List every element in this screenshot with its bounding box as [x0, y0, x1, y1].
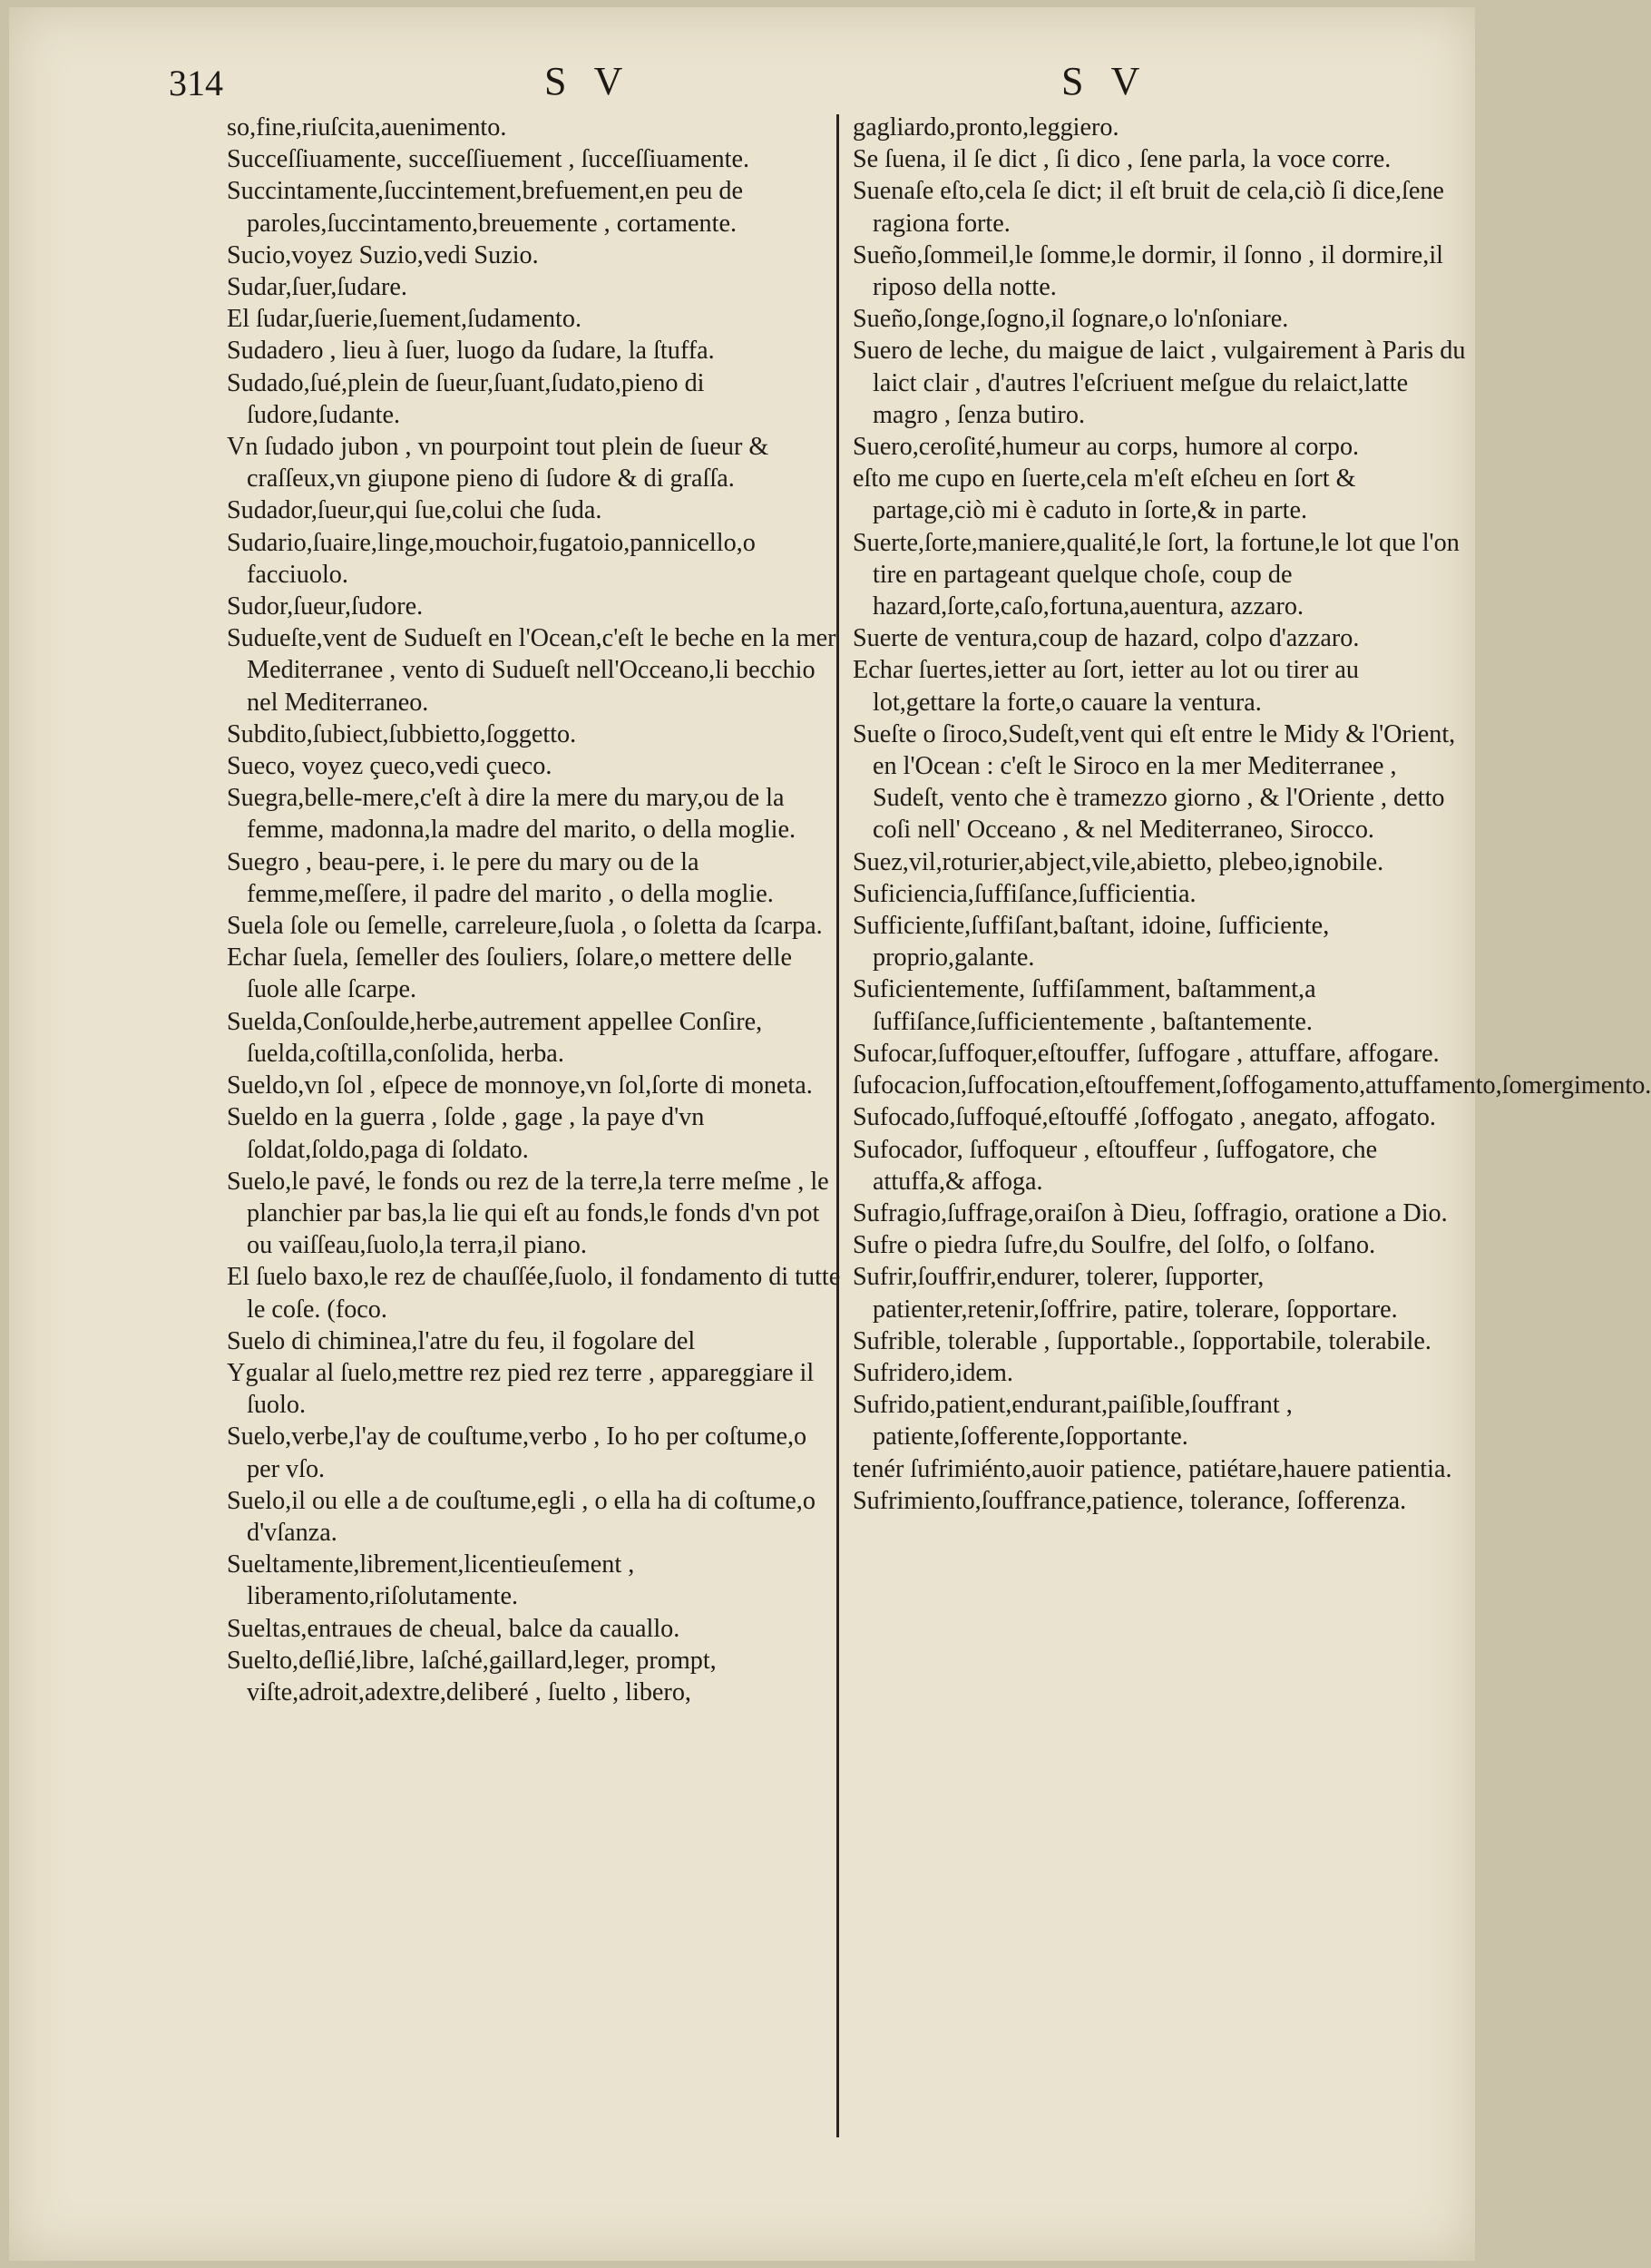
dictionary-entry: Sufrible, tolerable , ſupportable., ſopportabile, tolerabile. — [853, 1326, 1431, 1355]
right-running-head: S V — [1061, 59, 1149, 103]
dictionary-entry: Suez,vil,roturier,abject,vile,abietto, plebeo,ignobile. — [853, 847, 1384, 876]
page-header — [9, 59, 1475, 116]
dictionary-entry: Sudadero , lieu à ſuer, luogo da ſudare, la ſtuffa. — [227, 337, 715, 366]
dictionary-entry: Sueño,ſonge,ſogno,il ſognare,o lo'nſoniare. — [853, 305, 1289, 334]
dictionary-entry: Sueco, voyez çueco,vedi çueco. — [227, 752, 552, 781]
dictionary-entry: Vn ſudado jubon , vn pourpoint tout plein de ſueur & craſſeux,vn giupone pieno di ſudore & di graſſa. — [227, 433, 769, 494]
dictionary-entry: Suelo,il ou elle a de couſtume,egli , o ella ha di coſtume,o d'vſanza. — [227, 1486, 816, 1547]
dictionary-entry: Sueldo en la guerra , ſolde , gage , la paye d'vn ſoldat,ſoldo,paga di ſoldato. — [227, 1103, 705, 1164]
left-column — [227, 112, 845, 1708]
dictionary-entry: Sudador,ſueur,qui ſue,colui che ſuda. — [227, 496, 602, 525]
dictionary-entry: Sudueſte,vent de Sudueſt en l'Ocean,c'eſt le beche en la mer Mediterranee , vento di Sudueſt nell'Occeano,li becchio nel Mediterraneo. — [227, 624, 836, 717]
dictionary-entry: Sufre o piedra ſufre,du Soulfre, del ſolfo, o ſolfano. — [853, 1231, 1376, 1260]
dictionary-entry: Subdito,ſubiect,ſubbietto,ſoggetto. — [227, 719, 577, 748]
dictionary-entry: Suelo di chiminea,l'atre du feu, il fogolare del — [227, 1326, 696, 1355]
dictionary-entry: Sufridero,idem. — [853, 1358, 1013, 1387]
dictionary-entry: Sueño,ſommeil,le ſomme,le dormir, il ſonno , il dormire,il riposo della notte. — [853, 240, 1444, 302]
dictionary-entry: ſufocacion,ſuffocation,eſtouffement,ſoffogamento,attuffamento,ſomergimento. — [853, 1071, 1651, 1100]
dictionary-entry: Suegra,belle-mere,c'eſt à dire la mere du mary,ou de la femme, madonna,la madre del marito, o della moglie. — [227, 784, 796, 845]
dictionary-entry: Succintamente,ſuccintement,brefuement,en peu de paroles,ſuccintamento,breuemente , cortamente. — [227, 177, 743, 238]
dictionary-entry: so,fine,riuſcita,auenimento. — [227, 113, 507, 142]
dictionary-entry: Sueldo,vn ſol , eſpece de monnoye,vn ſol,ſorte di moneta. — [227, 1071, 813, 1100]
dictionary-entry: eſto me cupo en ſuerte,cela m'eſt eſcheu en ſort & partage,ciò mi è caduto in ſorte,& in parte. — [853, 464, 1356, 525]
dictionary-entry: Sufficiente,ſuffiſant,baſtant, idoine, ſufficiente, proprio,galante. — [853, 912, 1330, 973]
dictionary-entry: Sufrido,patient,endurant,paiſible,ſouffrant , patiente,ſofferente,ſopportante. — [853, 1391, 1293, 1452]
dictionary-entry: Sueſte o ſiroco,Sudeſt,vent qui eſt entre le Midy & l'Orient, en l'Ocean : c'eſt le Siroco en la mer Mediterranee , Sudeſt, vento che è tramezzo giorno , & l'Oriente , detto coſi nell' Occeano , & nel Mediterraneo, Sirocco. — [853, 719, 1456, 845]
dictionary-entry: Sudario,ſuaire,linge,mouchoir,fugatoio,pannicello,o facciuolo. — [227, 528, 756, 589]
dictionary-entry: Suelto,deſlié,libre, laſché,gaillard,leger, prompt, viſte,adroit,adextre,deliberé , ſuelto , libero, — [227, 1646, 717, 1706]
dictionary-entry: Sudado,ſué,plein de ſueur,ſuant,ſudato,pieno di ſudore,ſudante. — [227, 368, 705, 429]
right-column — [853, 112, 1651, 1517]
dictionary-entry: Suficiencia,ſuffiſance,ſufficientia. — [853, 879, 1197, 908]
dictionary-entry: Suero de leche, du maigue de laict , vulgairement à Paris du laict clair , d'autres l'eſcriuent meſgue du relaict,latte magro , ſenza butiro. — [853, 337, 1466, 429]
dictionary-entry: Suerte de ventura,coup de hazard, colpo d'azzaro. — [853, 624, 1360, 653]
dictionary-page — [9, 7, 1651, 2261]
dictionary-entry: Sufrimiento,ſouffrance,patience, tolerance, ſofferenza. — [853, 1486, 1407, 1515]
dictionary-entry: Echar ſuertes,ietter au ſort, ietter au lot ou tirer au lot,gettare la forte,o cauare la ventura. — [853, 656, 1360, 717]
dictionary-entry: Sudar,ſuer,ſudare. — [227, 273, 407, 302]
dictionary-entry: Suela ſole ou ſemelle, carreleure,ſuola , o ſoletta da ſcarpa. — [227, 912, 823, 941]
dictionary-entry: Se ſuena, il ſe dict , ſi dico , ſene parla, la voce corre. — [853, 145, 1392, 174]
dictionary-entry: Suerte,ſorte,maniere,qualité,le ſort, la fortune,le lot que l'on tire en partageant quelque choſe, coup de hazard,ſorte,caſo,fortuna,auentura, azzaro. — [853, 528, 1460, 621]
dictionary-entry: Sufrir,ſouffrir,endurer, tolerer, ſupporter, patienter,retenir,ſoffrire, patire, tolerare, ſopportare. — [853, 1263, 1398, 1324]
dictionary-entry: Sueltamente,librement,licentieuſement , liberamento,riſolutamente. — [227, 1550, 635, 1611]
dictionary-entry: Suelo,le pavé, le fonds ou rez de la terre,la terre meſme , le planchier par bas,la lie qui eſt au fonds,le fonds d'vn pot ou vaiſſeau,ſuolo,la terra,il piano. — [227, 1167, 829, 1260]
dictionary-entry: El ſudar,ſuerie,ſuement,ſudamento. — [227, 305, 582, 334]
dictionary-entry: Suficientemente, ſuffiſamment, baſtamment,a ſuffiſance,ſufficientemente , baſtantemente. — [853, 975, 1316, 1036]
dictionary-entry: Sucio,voyez Suzio,vedi Suzio. — [227, 240, 539, 269]
dictionary-entry: Sufocador, ſuffoqueur , eſtouffeur , ſuffogatore, che attuffa,& affoga. — [853, 1135, 1378, 1196]
left-running-head: S V — [544, 59, 632, 103]
dictionary-entry: El ſuelo baxo,le rez de chauſſée,ſuolo, il fondamento di tutte le coſe. (foco. — [227, 1263, 841, 1324]
dictionary-entry: tenér ſufrimiénto,auoir patience, patiétare,hauere patientia. — [853, 1454, 1452, 1483]
dictionary-entry: Ygualar al ſuelo,mettre rez pied rez terre , appareggiare il ſuolo. — [227, 1358, 815, 1420]
dictionary-entry: Suelo,verbe,l'ay de couſtume,verbo , Io ho per coſtume,o per vſo. — [227, 1422, 807, 1483]
page-number: 314 — [169, 63, 223, 103]
dictionary-entry: Sufragio,ſuffrage,oraiſon à Dieu, ſoffragio, oratione a Dio. — [853, 1198, 1448, 1227]
dictionary-entry: Suero,ceroſité,humeur au corps, humore al corpo. — [853, 433, 1360, 462]
dictionary-entry: gagliardo,pronto,leggiero. — [853, 113, 1119, 142]
dictionary-entry: Sueltas,entraues de cheual, balce da cauallo. — [227, 1614, 680, 1643]
dictionary-entry: Sufocar,ſuffoquer,eſtouffer, ſuffogare , attuffare, affogare. — [853, 1039, 1440, 1068]
dictionary-entry: Echar ſuela, ſemeller des ſouliers, ſolare,o mettere delle ſuole alle ſcarpe. — [227, 943, 792, 1004]
dictionary-entry: Succeſſiuamente, succeſſiuement , ſucceſſiuamente. — [227, 145, 750, 174]
dictionary-entry: Suenaſe eſto,cela ſe dict; il eſt bruit de cela,ciò ſi dice,ſene ragiona forte. — [853, 177, 1444, 238]
dictionary-entry: Sudor,ſueur,ſudore. — [227, 592, 424, 621]
dictionary-entry: Suegro , beau-pere, i. le pere du mary ou de la femme,meſſere, il padre del marito , o della moglie. — [227, 847, 774, 908]
dictionary-entry: Suelda,Conſoulde,herbe,autrement appellee Conſire, ſuelda,coſtilla,conſolida, herba. — [227, 1007, 763, 1068]
dictionary-entry: Sufocado,ſuffoqué,eſtouffé ,ſoffogato , anegato, affogato. — [853, 1103, 1436, 1132]
